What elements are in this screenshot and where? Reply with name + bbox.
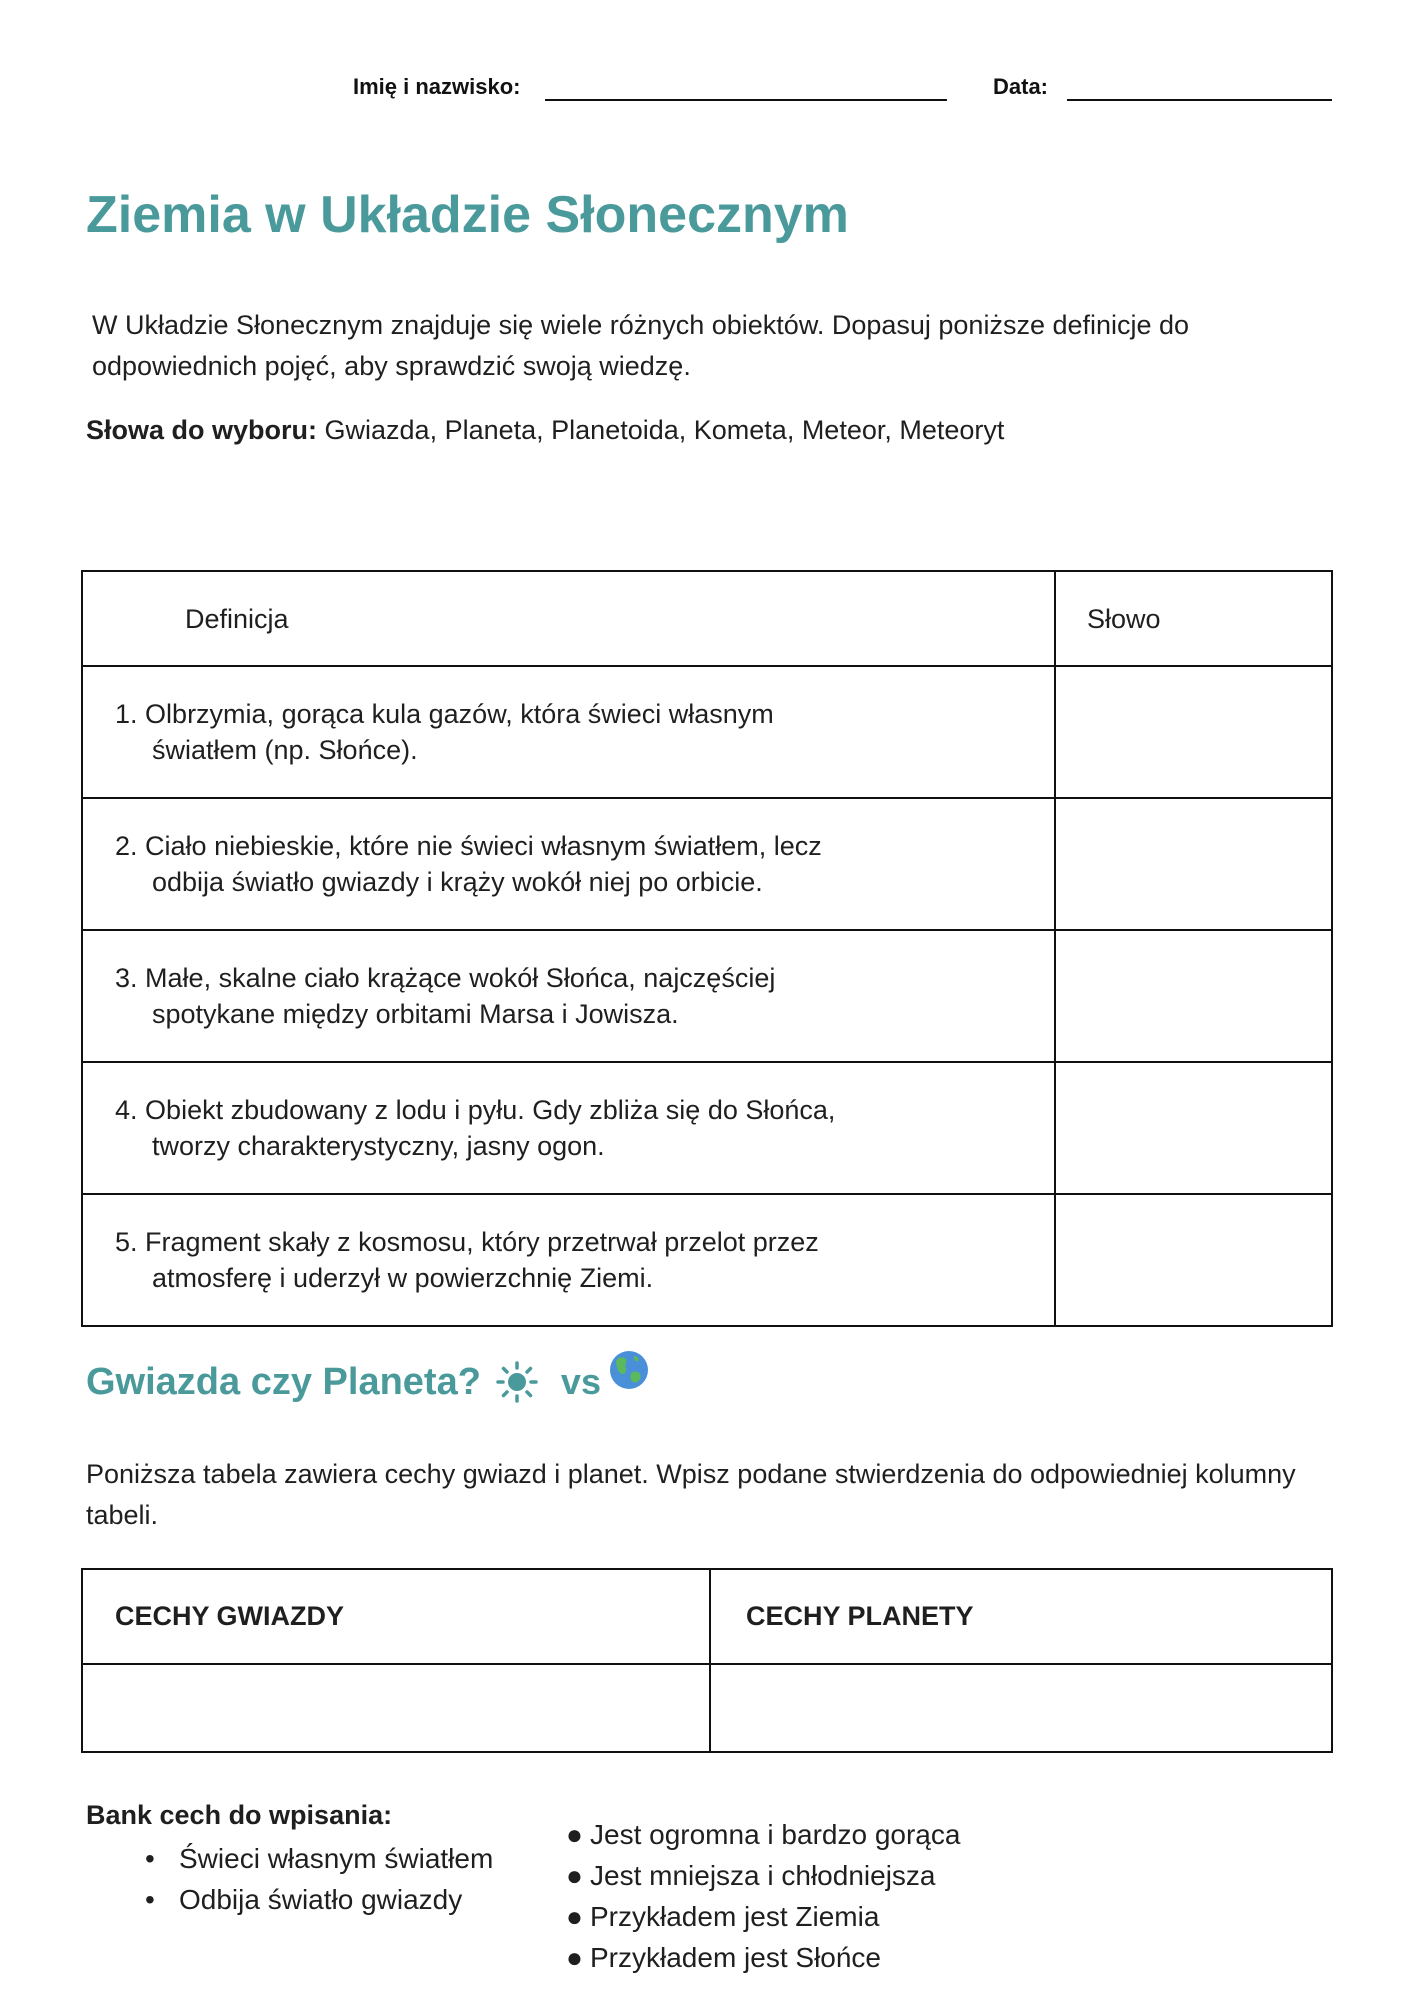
answer-cell[interactable] xyxy=(1055,1062,1332,1194)
name-label: Imię i nazwisko: xyxy=(353,74,521,99)
answer-cell[interactable] xyxy=(1055,666,1332,798)
definition-cell xyxy=(82,798,1055,930)
table-header-row xyxy=(82,571,1332,666)
sun-icon xyxy=(495,1360,539,1404)
answer-cell[interactable] xyxy=(1055,798,1332,930)
definition-text: Ciało niebieskie, które nie świeci własnym światłem, lecz xyxy=(145,831,822,861)
table-row xyxy=(82,1194,1332,1326)
list-item: ● Jest ogromna i bardzo gorąca xyxy=(566,1819,961,1850)
definition-text-cont: tworzy charakterystyczny, jasny ogon. xyxy=(152,1131,605,1161)
earth-globe-icon xyxy=(609,1350,649,1390)
intro-text: W Układzie Słonecznym znajduje się wiele różnych obiektów. Dopasuj poniższe definicje do odpowiednich pojęć, aby sprawdzić swoją wiedzę. xyxy=(92,310,1190,381)
definition-cell xyxy=(82,1194,1055,1326)
list-item: • Odbija światło gwiazdy xyxy=(145,1884,463,1915)
page-title: Ziemia w Układzie Słonecznym xyxy=(86,186,849,244)
definition-text-cont: odbija światło gwiazdy i krąży wokół niej po orbicie. xyxy=(152,867,763,897)
planet-features-answer-cell[interactable] xyxy=(710,1664,1332,1752)
date-label: Data: xyxy=(993,74,1049,99)
section2-intro-text: Poniższa tabela zawiera cechy gwiazd i planet. Wpisz podane stwierdzenia do odpowiedniej kolumny tabeli. xyxy=(86,1459,1296,1530)
list-item: • Świeci własnym światłem xyxy=(145,1843,494,1874)
section-title-star-or-planet xyxy=(86,1360,649,1404)
star-features-answer-cell[interactable] xyxy=(82,1664,710,1752)
word-bank-label: Słowa do wyboru: xyxy=(86,415,318,445)
definition-text: Olbrzymia, gorąca kula gazów, która świeci własnym xyxy=(145,699,774,729)
table-row xyxy=(82,1664,1332,1752)
name-field-line[interactable] xyxy=(545,99,947,101)
definition-cell xyxy=(82,930,1055,1062)
definition-number: 3. xyxy=(115,963,138,993)
word-bank-words: Gwiazda, Planeta, Planetoida, Kometa, Meteor, Meteoryt xyxy=(324,415,1005,445)
features-bank-right-list xyxy=(566,1814,960,1978)
definition-cell xyxy=(82,1062,1055,1194)
features-table xyxy=(81,1568,1333,1753)
table-row xyxy=(82,930,1332,1062)
table-row xyxy=(82,666,1332,798)
definition-text-cont: światłem (np. Słońce). xyxy=(152,735,418,765)
table-row xyxy=(82,798,1332,930)
table-header-row xyxy=(82,1569,1332,1664)
answer-cell[interactable] xyxy=(1055,1194,1332,1326)
definition-number: 4. xyxy=(115,1095,138,1125)
definition-cell xyxy=(82,666,1055,798)
definition-text-cont: atmosferę i uderzył w powierzchnię Ziemi. xyxy=(152,1263,654,1293)
section-title-text: Gwiazda czy Planeta? xyxy=(86,1360,481,1403)
column-header-planet-features: CECHY PLANETY xyxy=(710,1569,1332,1664)
definition-number: 5. xyxy=(115,1227,138,1257)
definitions-table xyxy=(81,570,1333,1327)
definition-number: 1. xyxy=(115,699,138,729)
answer-cell[interactable] xyxy=(1055,930,1332,1062)
definition-number: 2. xyxy=(115,831,138,861)
column-header-definicja: Definicja xyxy=(82,571,1055,666)
word-bank xyxy=(86,410,1336,451)
table-row xyxy=(82,1062,1332,1194)
vs-text: vs xyxy=(560,1361,601,1402)
features-bank-left-list xyxy=(145,1838,493,1920)
list-item: ● Przykładem jest Ziemia xyxy=(566,1901,880,1932)
list-item: ● Przykładem jest Słońce xyxy=(566,1942,882,1973)
definition-text-cont: spotykane między orbitami Marsa i Jowisza. xyxy=(152,999,679,1029)
date-field-line[interactable] xyxy=(1067,99,1332,101)
column-header-slowo: Słowo xyxy=(1055,571,1332,666)
definition-text: Fragment skały z kosmosu, który przetrwał przelot przez xyxy=(145,1227,819,1257)
definition-text: Obiekt zbudowany z lodu i pyłu. Gdy zbliża się do Słońca, xyxy=(145,1095,836,1125)
list-item: ● Jest mniejsza i chłodniejsza xyxy=(566,1860,936,1891)
features-bank-label: Bank cech do wpisania: xyxy=(86,1800,393,1830)
definition-text: Małe, skalne ciało krążące wokół Słońca, najczęściej xyxy=(145,963,776,993)
column-header-star-features: CECHY GWIAZDY xyxy=(82,1569,710,1664)
